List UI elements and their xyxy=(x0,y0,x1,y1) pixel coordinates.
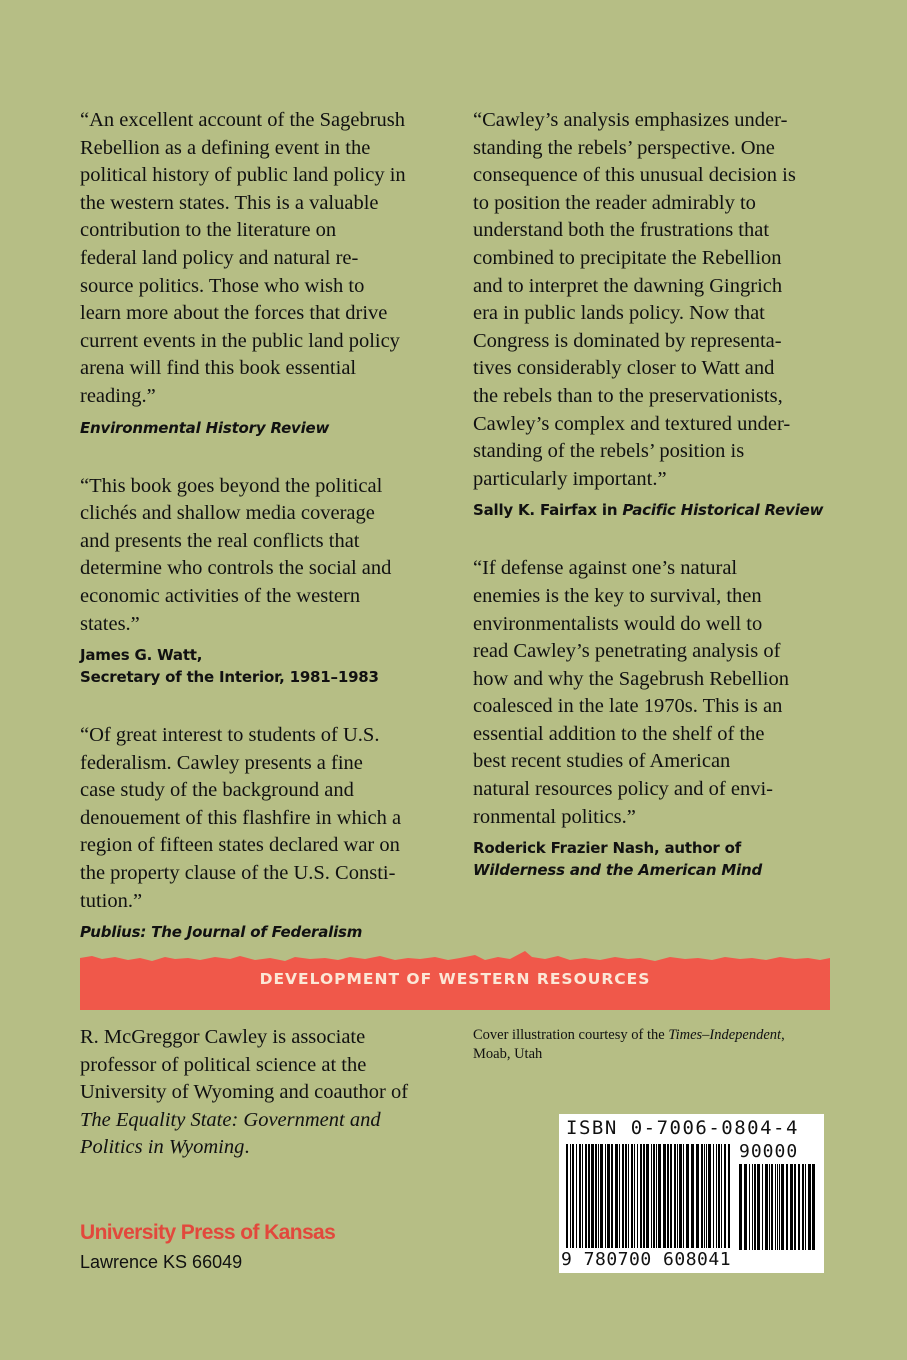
barcode-bar xyxy=(777,1164,778,1250)
quote-line: to position the reader admirably to xyxy=(473,191,756,214)
review-quote xyxy=(80,473,440,689)
barcode-bar xyxy=(781,1164,784,1250)
barcode-bar xyxy=(585,1144,587,1248)
quote-line: understand both the frustrations that xyxy=(473,219,770,242)
quote-line: coalesced in the late 1970s. This is an xyxy=(473,695,783,718)
barcode-bar xyxy=(805,1164,806,1250)
quote-line: and to interpret the dawning Gingrich xyxy=(473,274,783,297)
left-column xyxy=(80,107,440,977)
quote-line: learn more about the forces that drive xyxy=(80,302,388,325)
barcode-bar xyxy=(754,1164,756,1250)
barcode-bar xyxy=(651,1144,652,1248)
quote-line: Rebellion as a defining event in the xyxy=(80,136,371,159)
quote-line: clichés and shallow media coverage xyxy=(80,502,375,525)
barcode-bar xyxy=(691,1144,694,1248)
quote-line: natural resources policy and of envi- xyxy=(473,778,773,801)
bio-line: University of Wyoming and coauthor of xyxy=(80,1081,409,1103)
barcode-bar xyxy=(794,1164,796,1250)
quote-line: current events in the public land policy xyxy=(80,329,400,352)
barcode-bar xyxy=(771,1164,773,1250)
quote-attribution: James G. Watt, Secretary of the Interior, 1981–1983 xyxy=(80,646,379,687)
isbn-barcode xyxy=(559,1114,824,1273)
barcode-bar xyxy=(752,1164,753,1250)
barcode-bar xyxy=(667,1144,669,1248)
author-bio: R. McGreggor Cawley is associate professor of political science at the University of Wyoming and coauthor of The Equality State: Government and Politics in Wyoming. xyxy=(80,1024,460,1162)
barcode-bar xyxy=(721,1144,722,1248)
barcode-bar xyxy=(588,1144,590,1248)
barcode-bar xyxy=(582,1144,583,1248)
quote-line: arena will find this book essential xyxy=(80,357,357,380)
quote-line: standing the rebels’ perspective. One xyxy=(473,136,775,159)
barcode-bar xyxy=(670,1144,672,1248)
barcode-bar xyxy=(572,1144,574,1248)
barcode-bar xyxy=(749,1164,750,1250)
barcode-bar xyxy=(683,1144,684,1248)
barcode-bar xyxy=(769,1164,770,1250)
quote-line: federalism. Cawley presents a fine xyxy=(80,751,363,774)
barcode-bar xyxy=(790,1164,793,1250)
barcode-bar xyxy=(716,1144,717,1248)
barcode-bar xyxy=(656,1144,657,1248)
barcode-bar xyxy=(619,1144,620,1248)
cover-credit: Cover illustration courtesy of the Times–Independent, Moab, Utah xyxy=(473,1027,785,1062)
barcode-bar xyxy=(706,1144,707,1248)
barcode-bar xyxy=(643,1144,645,1248)
barcode-bar xyxy=(718,1144,720,1248)
quote-line: particularly important.” xyxy=(473,467,667,490)
barcode-bar xyxy=(674,1144,676,1248)
barcode-bar xyxy=(779,1164,780,1250)
quote-line: essential addition to the shelf of the xyxy=(473,722,765,745)
quote-line: the property clause of the U.S. Consti- xyxy=(80,862,396,885)
isbn-text: ISBN 0-7006-0804-4 xyxy=(566,1117,799,1139)
ean-number: 9 780700 608041 xyxy=(561,1249,732,1270)
publisher-address: Lawrence KS 66049 xyxy=(80,1252,243,1272)
quote-line: the rebels than to the preservationists, xyxy=(473,384,783,407)
quote-attribution: Environmental History Review xyxy=(80,418,330,437)
quote-line: denouement of this flashfire in which a xyxy=(80,806,402,829)
barcode-bar xyxy=(701,1144,703,1248)
quote-line: enemies is the key to survival, then xyxy=(473,584,762,607)
quote-line: ronmental politics.” xyxy=(473,805,636,828)
quote-line: economic activities of the western xyxy=(80,584,361,607)
quote-line: “This book goes beyond the political xyxy=(80,474,383,497)
publisher-name: University Press of Kansas xyxy=(80,1221,336,1244)
quote-line: case study of the background and xyxy=(80,779,354,802)
quote-line: “Cawley’s analysis emphasizes under- xyxy=(473,109,788,131)
barcode-bar xyxy=(663,1144,666,1248)
review-quote xyxy=(473,555,833,881)
barcode-bar xyxy=(622,1144,624,1248)
barcode-bar xyxy=(728,1144,730,1248)
review-quote xyxy=(473,107,833,521)
barcode-bar xyxy=(696,1144,699,1248)
barcode-bar xyxy=(775,1164,776,1250)
quote-line: environmentalists would do well to xyxy=(473,612,763,635)
quote-line: political history of public land policy in xyxy=(80,164,406,187)
quote-line: best recent studies of American xyxy=(473,750,731,773)
barcode-bar xyxy=(739,1164,742,1250)
barcode-bar xyxy=(704,1144,705,1248)
quote-line: and presents the real conflicts that xyxy=(80,529,360,552)
bio-book-title: Politics in Wyoming xyxy=(80,1136,245,1158)
barcode-bar xyxy=(579,1144,581,1248)
quote-line: “An excellent account of the Sagebrush xyxy=(80,109,406,131)
quote-line: tives considerably closer to Watt and xyxy=(473,357,775,380)
quote-line: combined to precipitate the Rebellion xyxy=(473,246,782,269)
barcode-bar xyxy=(686,1144,689,1248)
quote-line: Cawley’s complex and textured under- xyxy=(473,412,791,435)
review-quote xyxy=(80,722,440,943)
series-title: DEVELOPMENT OF WESTERN RESOURCES xyxy=(259,970,651,988)
quote-attribution: Roderick Frazier Nash, author of Wilderness and the American Mind xyxy=(473,839,763,880)
barcode-bar xyxy=(812,1164,815,1250)
barcode-bar xyxy=(625,1144,627,1248)
quote-line: contribution to the literature on xyxy=(80,219,337,242)
quote-line: “If defense against one’s natural xyxy=(473,557,738,580)
barcode-bar xyxy=(708,1144,711,1248)
barcode-bar xyxy=(631,1144,633,1248)
right-column xyxy=(473,107,833,915)
barcode-bar xyxy=(628,1144,629,1248)
quote-line: read Cawley’s penetrating analysis of xyxy=(473,640,781,663)
addon-barcode-bars xyxy=(739,1164,817,1250)
barcode-bar xyxy=(595,1144,597,1248)
barcode-bar xyxy=(757,1164,760,1250)
quote-line: how and why the Sagebrush Rebellion xyxy=(473,667,789,690)
barcode-bar xyxy=(744,1164,747,1250)
quote-line: determine who controls the social and xyxy=(80,557,392,580)
quote-line: reading.” xyxy=(80,384,156,407)
quote-line: the western states. This is a valuable xyxy=(80,191,379,214)
barcode-bar xyxy=(798,1164,800,1250)
bio-line: professor of political science at the xyxy=(80,1053,367,1076)
barcode-bar xyxy=(786,1164,788,1250)
barcode-bar xyxy=(598,1144,599,1248)
barcode-bar xyxy=(607,1144,610,1248)
quote-attribution: Publius: The Journal of Federalism xyxy=(80,923,363,942)
quote-attribution: Sally K. Fairfax in Pacific Historical Review xyxy=(473,501,824,520)
barcode-bar xyxy=(570,1144,571,1248)
price-code: 90000 xyxy=(739,1141,799,1162)
barcode-bar xyxy=(713,1144,714,1248)
barcode-bar xyxy=(615,1144,618,1248)
barcode-bar xyxy=(576,1144,577,1248)
barcode-bars xyxy=(566,1144,731,1250)
barcode-bar xyxy=(566,1144,568,1248)
barcode-bar xyxy=(724,1144,726,1248)
quote-line: consequence of this unusual decision is xyxy=(473,164,796,187)
barcode-bar xyxy=(611,1144,613,1248)
barcode-bar xyxy=(591,1144,594,1248)
quote-line: Congress is dominated by representa- xyxy=(473,329,782,352)
barcode-bar xyxy=(679,1144,682,1248)
barcode-bar xyxy=(677,1144,678,1248)
barcode-bar xyxy=(640,1144,642,1248)
barcode-bar xyxy=(802,1164,804,1250)
quote-line: federal land policy and natural re- xyxy=(80,246,359,269)
barcode-bar xyxy=(762,1164,763,1250)
barcode-bar xyxy=(605,1144,606,1248)
quote-line: source politics. Those who wish to xyxy=(80,274,365,297)
quote-line: era in public lands policy. Now that xyxy=(473,302,765,325)
barcode-bar xyxy=(646,1144,649,1248)
barcode-bar xyxy=(637,1144,638,1248)
quote-line: tution.” xyxy=(80,889,143,912)
barcode-bar xyxy=(808,1164,811,1250)
bio-book-title: The Equality State: Government and xyxy=(80,1108,381,1131)
quote-line: states.” xyxy=(80,612,140,635)
barcode-bar xyxy=(634,1144,635,1248)
quote-line: standing of the rebels’ position is xyxy=(473,440,745,463)
review-quote xyxy=(80,107,440,439)
barcode-bar xyxy=(653,1144,655,1248)
barcode-bar xyxy=(658,1144,661,1248)
quote-line: “Of great interest to students of U.S. xyxy=(80,724,380,747)
bio-line: R. McGreggor Cawley is associate xyxy=(80,1026,366,1048)
quote-line: region of fifteen states declared war on xyxy=(80,834,400,857)
barcode-bar xyxy=(600,1144,603,1248)
barcode-bar xyxy=(765,1164,768,1250)
